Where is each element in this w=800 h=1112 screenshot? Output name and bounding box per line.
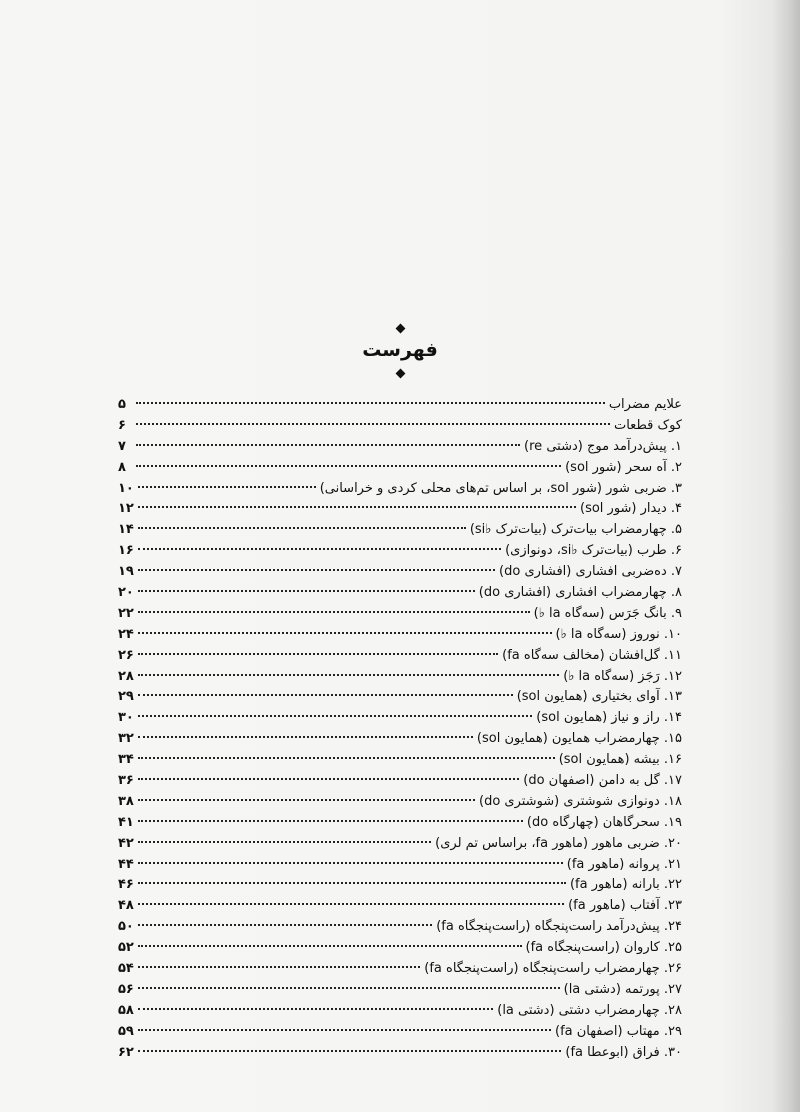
toc-entry-title: علایم مضراب <box>608 397 682 412</box>
toc-entry-title: ۳۰. فراق (ابوعطا fa) <box>565 1044 682 1060</box>
toc-entry-page-number: ۲۰ <box>118 585 134 601</box>
toc-entry-page-number: ۱۰ <box>118 480 134 496</box>
toc-entry-title: ۵. چهارمضراب بیات‌ترک (بیات‌ترک ♭si) <box>469 522 682 538</box>
toc-entry-page-number: ۶۲ <box>118 1044 134 1060</box>
toc-entry-title: ۴. دیدار (شور sol) <box>579 501 682 517</box>
dot-leader <box>138 799 475 801</box>
dot-leader <box>138 882 566 884</box>
dot-leader <box>138 611 530 613</box>
dot-leader <box>136 465 561 467</box>
toc-entry-title: ۲۸. چهارمضراب دشتی (دشتی la) <box>497 1002 682 1018</box>
toc-entry-page-number: ۳۴ <box>118 752 134 768</box>
toc-entry-title: ۲۲. بارانه (ماهور fa) <box>569 877 682 893</box>
toc-entry <box>118 437 682 458</box>
toc-entry-page-number: ۲۴ <box>118 626 134 642</box>
toc-entry-page-number: ۲۲ <box>118 605 134 621</box>
toc-entry-title: ۱۹. سحرگاهان (چهارگاه do) <box>526 814 682 830</box>
toc-entry-title: ۲۶. چهارمضراب راست‌پنجگاه (راست‌پنجگاه fa) <box>424 961 682 977</box>
dot-leader <box>138 1050 562 1052</box>
toc-entry <box>118 896 682 917</box>
dot-leader <box>138 1029 551 1031</box>
toc-entry-title: ۹. بانگ جَرَس (سه‌گاه la ♭) <box>533 605 682 621</box>
toc-entry-title: ۲۱. پروانه (ماهور fa) <box>566 856 682 872</box>
toc-entry-title: ۱۱. گل‌افشان (مخالف سه‌گاه fa) <box>502 647 682 663</box>
dot-leader <box>138 966 420 968</box>
dot-leader <box>138 820 523 822</box>
toc-entry-page-number: ۵۴ <box>118 961 134 977</box>
toc-entry-title: ۱. پیش‌درآمد موج (دشتی re) <box>524 438 682 454</box>
toc-entry <box>118 980 682 1001</box>
toc-entry <box>118 499 682 520</box>
toc-entry <box>118 520 682 541</box>
bottom-diamond-ornament-icon <box>395 369 405 379</box>
toc-entry-page-number: ۴۶ <box>118 877 134 893</box>
table-of-contents <box>118 395 682 1064</box>
toc-entry <box>118 458 682 479</box>
toc-entry-page-number: ۵۰ <box>118 919 134 935</box>
page-edge-shadow <box>772 0 800 1112</box>
toc-entry <box>118 1043 682 1064</box>
toc-entry-page-number: ۵۹ <box>118 1023 134 1039</box>
toc-entry-page-number: ۸ <box>118 459 126 475</box>
toc-entry <box>118 1022 682 1043</box>
toc-entry-title: ۲۷. پورتمه (دشتی la) <box>563 981 682 997</box>
dot-leader <box>138 715 532 717</box>
top-diamond-ornament-icon <box>395 324 405 334</box>
toc-entry <box>118 729 682 750</box>
toc-entry <box>118 917 682 938</box>
toc-entry-title: ۱۳. آوای بختیاری (همایون sol) <box>516 689 682 705</box>
toc-entry-title: ۲. آه سحر (شور sol) <box>565 459 682 475</box>
toc-entry <box>118 604 682 625</box>
toc-entry <box>118 667 682 688</box>
toc-entry <box>118 479 682 500</box>
toc-entry-page-number: ۱۹ <box>118 564 134 580</box>
dot-leader <box>138 569 495 571</box>
toc-entry-page-number: ۴۲ <box>118 835 134 851</box>
toc-entry-title: کوک قطعات <box>613 417 682 433</box>
toc-entry-page-number: ۱۶ <box>118 543 134 559</box>
toc-entry-page-number: ۳۸ <box>118 793 134 809</box>
dot-leader <box>138 862 563 864</box>
toc-entry <box>118 938 682 959</box>
toc-entry <box>118 625 682 646</box>
toc-entry <box>118 855 682 876</box>
toc-entry-page-number: ۵۸ <box>118 1002 134 1018</box>
dot-leader <box>138 987 560 989</box>
toc-entry-title: ۱۶. بیشه (همایون sol) <box>558 752 682 768</box>
toc-entry <box>118 792 682 813</box>
dot-leader <box>138 674 559 676</box>
toc-entry <box>118 813 682 834</box>
toc-entry-title: ۲۵. کاروان (راست‌پنجگاه fa) <box>525 940 682 956</box>
toc-entry-page-number: ۲۸ <box>118 668 134 684</box>
toc-entry-page-number: ۲۶ <box>118 647 134 663</box>
toc-entry <box>118 875 682 896</box>
toc-entry <box>118 395 682 416</box>
toc-entry-title: ۷. ده‌ضربی افشاری (افشاری do) <box>499 564 682 580</box>
toc-entry <box>118 562 682 583</box>
toc-entry-page-number: ۱۲ <box>118 501 134 517</box>
toc-entry-page-number: ۴۴ <box>118 856 134 872</box>
toc-entry-page-number: ۵ <box>118 397 126 412</box>
dot-leader <box>138 924 432 926</box>
toc-entry <box>118 646 682 667</box>
toc-entry <box>118 1001 682 1022</box>
toc-entry-title: ۶. طرب (بیات‌ترک ♭si، دونوازی) <box>505 543 682 559</box>
toc-entry-page-number: ۳۶ <box>118 773 134 789</box>
dot-leader <box>138 486 316 488</box>
toc-entry-page-number: ۴۱ <box>118 814 134 830</box>
dot-leader <box>136 444 520 446</box>
toc-entry-page-number: ۲۹ <box>118 689 134 705</box>
toc-entry-page-number: ۱۴ <box>118 522 134 538</box>
dot-leader <box>138 841 431 843</box>
toc-entry-page-number: ۷ <box>118 438 126 454</box>
toc-entry <box>118 416 682 437</box>
toc-entry <box>118 583 682 604</box>
dot-leader <box>138 653 498 655</box>
toc-entry-page-number: ۵۲ <box>118 940 134 956</box>
dot-leader <box>138 527 466 529</box>
toc-entry-page-number: ۶ <box>118 417 126 433</box>
dot-leader <box>138 736 473 738</box>
dot-leader <box>138 903 564 905</box>
toc-entry-title: ۲۰. ضربی ماهور (ماهور fa، براساس تم لری) <box>435 835 682 851</box>
toc-entry <box>118 959 682 980</box>
dot-leader <box>138 694 513 696</box>
toc-entry-page-number: ۴۸ <box>118 898 134 914</box>
toc-entry-title: ۲۹. مهتاب (اصفهان fa) <box>555 1023 682 1039</box>
dot-leader <box>138 1008 493 1010</box>
dot-leader <box>138 757 555 759</box>
toc-entry-title: ۳. ضربی شور (شور sol، بر اساس تم‌های محلی کردی و خراسانی) <box>319 480 682 496</box>
toc-entry-page-number: ۳۲ <box>118 731 134 747</box>
toc-entry <box>118 687 682 708</box>
toc-entry <box>118 771 682 792</box>
toc-entry-title: ۲۳. آفتاب (ماهور fa) <box>568 898 682 914</box>
toc-entry-page-number: ۵۶ <box>118 981 134 997</box>
dot-leader <box>138 590 475 592</box>
toc-entry-title: ۲۴. پیش‌درآمد راست‌پنجگاه (راست‌پنجگاه fa) <box>436 919 682 935</box>
toc-entry-title: ۱۷. گل به دامن (اصفهان do) <box>523 773 682 789</box>
dot-leader <box>138 945 522 947</box>
toc-entry-title: ۱۴. راز و نیاز (همایون sol) <box>536 710 682 726</box>
dot-leader <box>138 548 501 550</box>
toc-entry-title: ۱۸. دونوازی شوشتری (شوشتری do) <box>478 793 682 809</box>
toc-entry <box>118 834 682 855</box>
toc-entry <box>118 708 682 729</box>
dot-leader <box>138 778 519 780</box>
page-title: فهرست <box>362 339 438 361</box>
dot-leader <box>138 506 576 508</box>
toc-entry-title: ۱۵. چهارمضراب همایون (همایون sol) <box>476 731 682 747</box>
dot-leader <box>136 423 610 425</box>
toc-header <box>300 325 500 377</box>
toc-entry-title: ۸. چهارمضراب افشاری (افشاری do) <box>478 585 682 601</box>
toc-entry-title: ۱۲. رَجَز (سه‌گاه la ♭) <box>563 668 682 684</box>
toc-entry <box>118 541 682 562</box>
dot-leader <box>138 632 552 634</box>
toc-entry-title: ۱۰. نوروز (سه‌گاه la ♭) <box>555 626 682 642</box>
toc-entry-page-number: ۳۰ <box>118 710 134 726</box>
dot-leader <box>136 402 605 404</box>
toc-entry <box>118 750 682 771</box>
